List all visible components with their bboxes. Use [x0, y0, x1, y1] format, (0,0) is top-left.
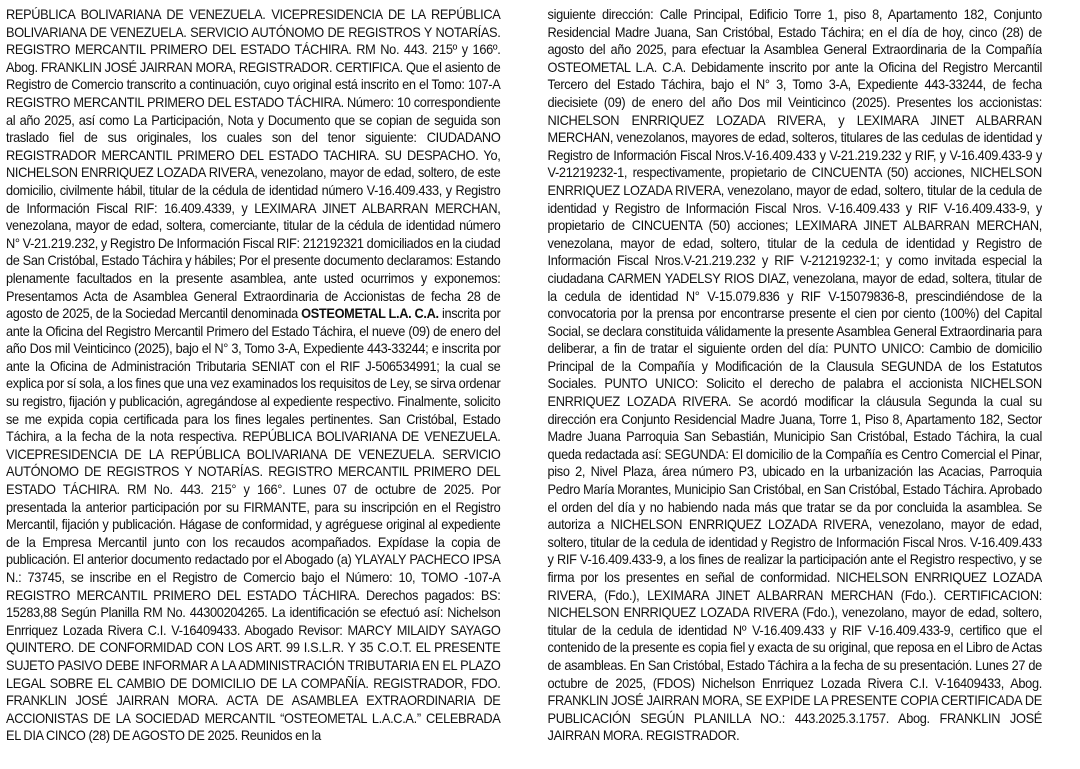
left-column — [6, 6, 508, 763]
left-column-text — [6, 6, 500, 745]
company-name-bold: OSTEOMETAL L.A. C.A. — [301, 306, 439, 322]
right-column-text: siguiente dirección: Calle Principal, Edificio Torre 1, piso 8, Apartamento 182, Conjunto Residencial Madre Juana, San Cristóbal, Estado Táchira; en el día de hoy, cinco (28) de agosto del año 2025, para efectuar la Asamblea General Extraordinaria de la Compañía OSTEOMETAL L.A. C.A. Debidamente inscrito por ante la Oficina del Registro Mercantil Tercero del Estado Táchira, bajo el N° 3, Tomo 3-A, Expediente 443-33244, de fecha diecisiete (09) de enero del año Dos mil Veinticinco (2025). Presentes los accionistas: NICHELSON ENRRIQUEZ LOZADA RIVERA, y LEXIMARA JINET ALBARRAN MERCHAN, venezolanos, mayores de edad, solteros, titulares de las cedulas de identidad y Registro de Información Fiscal Nros.V-16.409.433 y V-21.219.232 y RIF, y V-16.409.433-9 y V-21219232-1, respectivamente, propietario de CINCUENTA (50) acciones, NICHELSON ENRRIQUEZ LOZADA RIVERA, venezolano, mayor de edad, soltero, titular de la cedula de identidad y Registro de Información Fiscal Nros. V-16.409.433 y RIF V-16.409.433-9, y propietario de CINCUENTA (50) acciones; LEXIMARA JINET ALBARRAN MERCHAN, venezolana, mayor de edad, soltero, titular de la cedula de identidad y Registro de Información Fiscal Nros.V-21.219.232 y RIF V-21219232-1; y como invitada especial la ciudadana CARMEN YADELSY RIOS DIAZ, venezolana, mayor de edad, soltera, titular de la cedula de identidad N° V-15.079.836 y RIF V-15079836-8, prescindiéndose de la convocatoria por la prensa por encontrarse presente el cien por ciento (100%) del Capital Social, se declara constituida válidamente la presente Asamblea General Extraordinaria para deliberar, a fin de tratar el siguiente orden del día: PUNTO UNICO: Cambio de domicilio Principal de la Compañía y Modificación de la Clausula SEGUNDA de los Estatutos Sociales. PUNTO UNICO: Solicito el derecho de palabra el accionista NICHELSON ENRRIQUEZ LOZADA RIVERA. Se acordó modificar la cláusula Segunda la cual su dirección era Conjunto Residencial Madre Juana, Torre 1, Piso 8, Apartamento 182, Sector Madre Juana Parroquia San Sebastián, Municipio San Cristóbal, Estado Táchira, la cual queda redactada así: SEGUNDA: El domicilio de la Compañía es Centro Comercial el Pinar, piso 2, Nivel Plaza, área número P3, ubicado en la urbanización las Acacias, Parroquia Pedro María Morantes, Municipio San Cristóbal, en San Cristóbal, Estado Táchira. Aprobado el orden del día y no habiendo nada más que tratar se da por concluida la asamblea. Se autoriza a NICHELSON ENRRIQUEZ LOZADA RIVERA, venezolano, mayor de edad, soltero, titular de la cedula de identidad y Registro de Información Fiscal Nros. V-16.409.433 y RIF V-16.409.433-9, a los fines de realizar la participación ante el Registro respectivo, y se firma por los presentes en señal de conformidad. NICHELSON ENRRIQUEZ LOZADA RIVERA, (Fdo.), LEXIMARA JINET ALBARRAN MERCHAN (Fdo.). CERTIFICACION: NICHELSON ENRRIQUEZ LOZADA RIVERA (Fdo.), venezolano, mayor de edad, soltero, titular de la cedula de identidad Nº V-16.409.433 y RIF V-16.409.433-9, certifico que el contenido de la presente es copia fiel y exacta de su original, que reposa en el Libro de Actas de asambleas. En San Cristóbal, Estado Táchira a la fecha de su presentación. Lunes 27 de octubre de 2025, (FDOS) Nichelson Enrriquez Lozada Rivera C.I. V-16409433, Abog. FRANKLIN JOSÉ JAIRRAN MORA, SE EXPIDE LA PRESENTE COPIA CERTIFICADA DE PUBLICACIÓN SEGÚN PLANILLA NO.: 443.2025.3.1757. Abog. FRANKLIN JOSÉ JAIRRAN MORA. REGISTRADOR. — [547, 7, 1042, 744]
right-column — [540, 6, 1042, 763]
left-text-part-a: REPÚBLICA BOLIVARIANA DE VENEZUELA. VICEPRESIDENCIA DE LA REPÚBLICA BOLIVARIANA DE VENEZUELA. SERVICIO AUTÓNOMO DE REGISTROS Y NOTARÍAS. REGISTRO MERCANTIL PRIMERO DEL ESTADO TÁCHIRA. RM No. 443. 215º y 166º. Abog. FRANKLIN JOSÉ JAIRRAN MORA, REGISTRADOR. CERTIFICA. Que el asiento de Registro de Comercio transcrito a continuación, cuyo original está inscrito en el Tomo: 107-A REGISTRO MERCANTIL PRIMERO DEL ESTADO TÁCHIRA. Número: 10 correspondiente al año 2025, así como La Participación, Nota y Documento que se copian de seguida son traslado fiel de sus originales, los cuales son del tenor siguiente: CIUDADANO REGISTRADOR MERCANTIL PRIMERO DEL ESTADO TACHIRA. SU DESPACHO. Yo, NICHELSON ENRRIQUEZ LOZADA RIVERA, venezolano, mayor de edad, soltero, de este domicilio, civilmente hábil, titular de la cédula de identidad número V-16.409.433, y Registro de Información Fiscal RIF: 16.409.4339, y LEXIMARA JINET ALBARRAN MERCHAN, venezolana, mayor de edad, soltera, comerciante, titular de la cédula de identidad número N° V-21.219.232, y Registro De Información Fiscal RIF: 212192321 domiciliados en la ciudad de San Cristóbal, Estado Táchira y hábiles; Por el presente documento declaramos: Estando plenamente facultados en la presente asamblea, ante usted ocurrimos y exponemos: Presentamos Acta de Asamblea General Extraordinaria de Accionistas de fecha 28 de agosto de 2025, de la Sociedad Mercantil denominada — [6, 7, 501, 322]
left-text-part-b: inscrita por ante la Oficina del Registro Mercantil Primero del Estado Táchira, el nueve (09) de enero del año Dos mil Veinticinco (2025), bajo el N° 3, Tomo 3-A, Expediente 443-33244; e inscrita por ante la Oficina de Administración Tributaria SENIAT con el RIF J-506534991; la cual se explica por sí sola, a los fines que una vez examinados los requisitos de Ley, se sirva ordenar su registro, fijación y publicación, agregándose al expediente respectivo. Finalmente, solicito se me expida copia certificada para los fines legales pertinentes. San Cristóbal, Estado Táchira, a la fecha de la nota respectiva. REPÚBLICA BOLIVARIANA DE VENEZUELA. VICEPRESIDENCIA DE LA REPÚBLICA BOLIVARIANA DE VENEZUELA. SERVICIO AUTÓNOMO DE REGISTROS Y NOTARÍAS. REGISTRO MERCANTIL PRIMERO DEL ESTADO TÁCHIRA. RM No. 443. 215° y 166°. Lunes 07 de octubre de 2025. Por presentada la anterior participación por su FIRMANTE, para su inscripción en el Registro Mercantil, fijación y publicación. Hágase de conformidad, y agréguese original al expediente de la Empresa Mercantil junto con los recaudos acompañados. Expídase la copia de publicación. El anterior documento redactado por el Abogado (a) YLAYALY PACHECO IPSA N.: 73745, se inscribe en el Registro de Comercio bajo el Número: 10, TOMO -107-A REGISTRO MERCANTIL PRIMERO DEL ESTADO TÁCHIRA. Derechos pagados: BS: 15283,88 Según Planilla RM No. 44300204265. La identificación se efectuó así: Nichelson Enrriquez Lozada Rivera C.I. V-16409433. Abogado Revisor: MARCY MILAIDY SAYAGO QUINTERO. DE CONFORMIDAD CON LOS ART. 99 I.S.L.R. Y 35 C.O.T. EL PRESENTE SUJETO PASIVO DEBE INFORMAR A LA ADMINISTRACIÓN TRIBUTARIA EN EL PLAZO LEGAL SOBRE EL CAMBIO DE DOMICILIO DE LA COMPAÑÍA. REGISTRADOR, FDO. FRANKLIN JOSÉ JAIRRAN MORA. ACTA DE ASAMBLEA EXTRAORDINARIA DE ACCIONISTAS DE LA SOCIEDAD MERCANTIL “OSTEOMETAL L.A.C.A.” CELEBRADA EL DIA CINCO (28) DE AGOSTO DE 2025. Reunidos en la — [6, 306, 501, 744]
